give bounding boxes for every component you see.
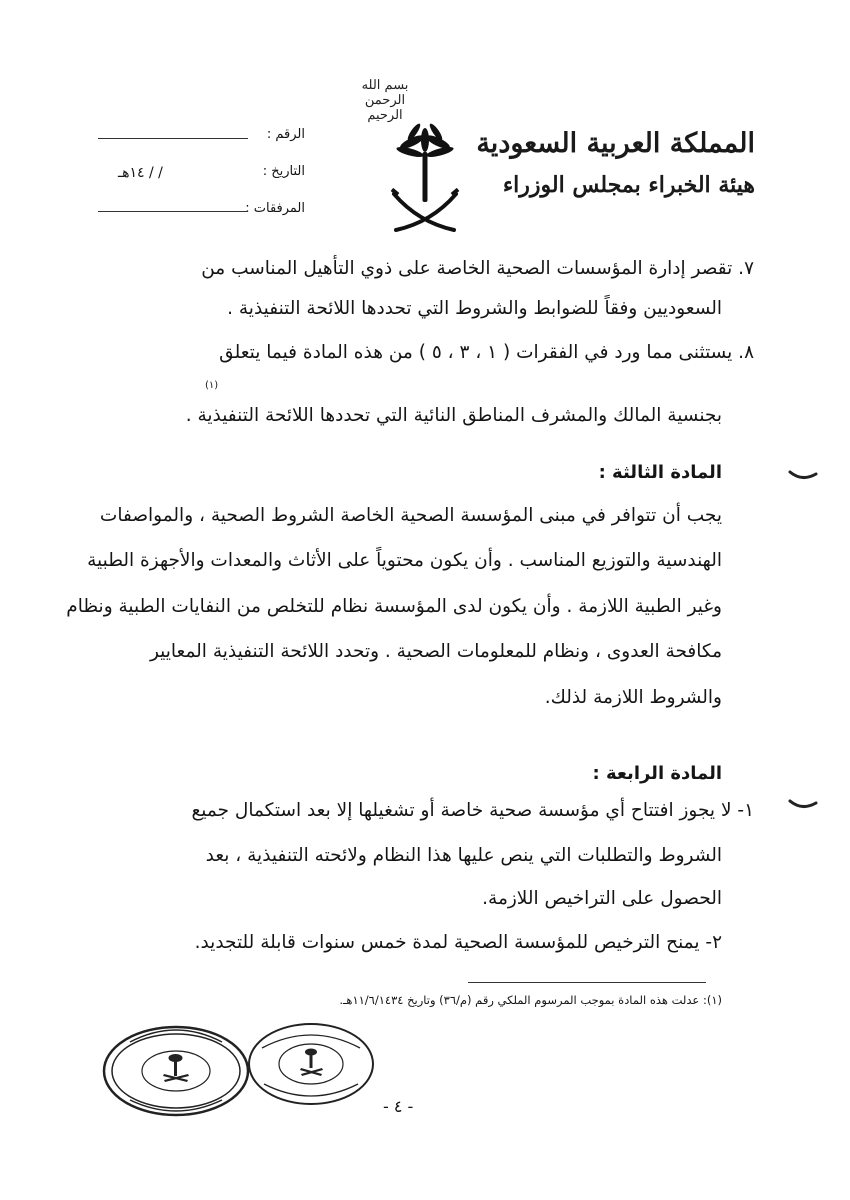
article-3-line-5: والشروط اللازمة لذلك. [544,687,722,708]
margin-mark-icon [788,468,818,484]
article-4-line-1: ١- لا يجوز افتتاح أي مؤسسة صحية خاصة أو تشغيلها إلا بعد استكمال جميع [191,800,754,821]
attachments-row [245,201,305,216]
article-4-heading: المادة الرابعة : [592,763,722,784]
date-label: التاريخ : [262,164,305,179]
margin-mark-icon [788,797,818,813]
item-7-line-1: ٧. تقصر إدارة المؤسسات الصحية الخاصة على ذوي التأهيل المناسب من [201,258,754,279]
item-7-line-2: السعوديين وفقاً للضوابط والشروط التي تحددها اللائحة التنفيذية . [227,298,722,319]
article-4-line-3: الحصول على التراخيص اللازمة. [482,888,722,909]
footnote-rule [468,982,706,983]
date-row [253,164,305,179]
article-4-line-4: ٢- يمنح الترخيص للمؤسسة الصحية لمدة خمس سنوات قابلة للتجديد. [194,932,722,953]
article-3-line-4: مكافحة العدوى ، ونظام للمعلومات الصحية . وتحدد اللائحة التنفيذية المعايير [149,641,722,662]
authority-title: هيئة الخبراء بمجلس الوزراء [502,172,755,198]
item-8-line-1: ٨. يستثنى مما ورد في الفقرات ( ١ ، ٣ ، ٥ ) من هذه المادة فيما يتعلق [219,342,754,363]
date-slots: / / ١٤هـ [118,165,163,181]
page-number: - ٤ - [383,1097,414,1116]
kingdom-title: المملكة العربية السعودية [476,128,755,159]
article-3-line-1: يجب أن تتوافر في مبنى المؤسسة الصحية الخاصة الشروط الصحية ، والمواصفات [99,505,722,526]
reference-number-label: الرقم : [266,127,305,142]
footnote-marker: (١) [205,380,219,391]
item-8-line-2: بجنسية المالك والمشرف المناطق النائية التي تحددها اللائحة التنفيذية . [185,405,722,426]
basmala: بسم الله الرحمن الرحيم [361,78,409,123]
article-3-line-2: الهندسية والتوزيع المناسب . وأن يكون محتوياً على الأثاث والمعدات والأجهزة الطبية [87,550,722,571]
secretariat-seal-icon [100,1022,252,1120]
article-4-line-2: الشروط والتطلبات التي ينص عليها هذا النظام ولائحته التنفيذية ، بعد [205,845,722,866]
footnote: (١): عدلت هذه المادة بموجب المرسوم الملكي رقم (م/٣٦) وتاريخ ١١/٦/١٤٣٤هـ. [339,993,722,1007]
article-3-heading: المادة الثالثة : [598,462,722,483]
article-3-line-3: وغير الطبية اللازمة . وأن يكون لدى المؤسسة نظام للتخلص من النفايات الطبية ونظام [66,596,722,617]
attachments-label: المرفقات : [245,201,305,216]
reference-number-line [98,138,248,139]
saudi-emblem-icon [388,122,462,240]
attachments-line [98,211,248,212]
commission-seal-icon [246,1020,376,1108]
reference-number-row [253,127,305,142]
